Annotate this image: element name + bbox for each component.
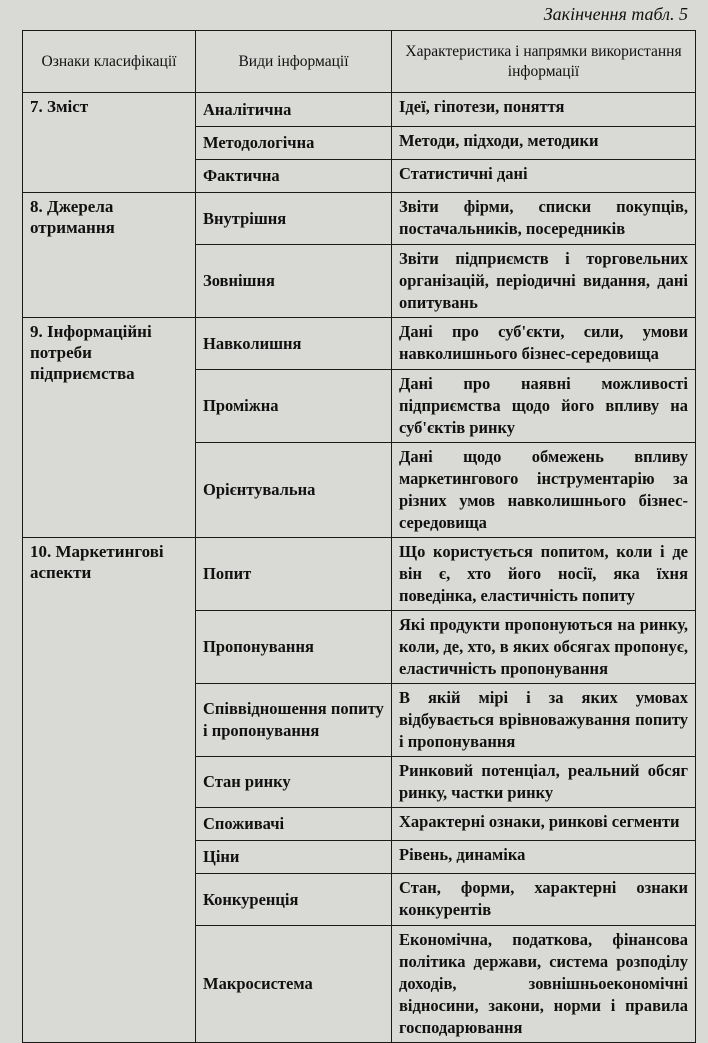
table-row [23, 538, 696, 611]
desc-cell: Характерні ознаки, ринкові сегменти [392, 808, 696, 841]
header-kinds: Види інформації [196, 31, 392, 93]
kind-cell: Навколишня [196, 318, 392, 370]
desc-cell: Дані щодо обмежень впливу маркетингового інструментарію за різних умов навколишнього бізнес-середовища [392, 443, 696, 538]
desc-cell: Які продукти пропонуються на ринку, коли, де, хто, в яких обсягах пропонує, еластичність пропонування [392, 611, 696, 684]
table-row [23, 193, 696, 245]
desc-cell: Дані про наявні можливості підприємства щодо його впливу на суб'єктів ринку [392, 370, 696, 443]
desc-cell: Ідеї, гіпотези, поняття [392, 93, 696, 127]
feature-cell: 7. Зміст [23, 93, 196, 193]
kind-cell: Співвідношення попиту і пропонування [196, 684, 392, 757]
kind-cell: Стан ринку [196, 757, 392, 808]
desc-cell: Рівень, динаміка [392, 841, 696, 874]
kind-cell: Зовнішня [196, 245, 392, 318]
desc-cell: В якій мірі і за яких умовах відбувається врівноважування попиту і пропонування [392, 684, 696, 757]
table-caption: Закінчення табл. 5 [543, 4, 688, 24]
kind-cell: Аналітична [196, 93, 392, 127]
desc-cell: Ринковий потенціал, реальний обсяг ринку, частки ринку [392, 757, 696, 808]
kind-cell: Проміжна [196, 370, 392, 443]
kind-cell: Споживачі [196, 808, 392, 841]
desc-cell: Статистичні дані [392, 160, 696, 193]
classification-table [22, 30, 696, 1043]
feature-cell: 8. Джерела отримання [23, 193, 196, 318]
kind-cell: Попит [196, 538, 392, 611]
header-description: Характеристика і напрямки використання інформації [392, 31, 696, 93]
desc-cell: Звіти підприємств і торговельних організацій, періодичні видання, дані опитувань [392, 245, 696, 318]
table-row [23, 318, 696, 370]
header-row [23, 31, 696, 93]
kind-cell: Методологічна [196, 127, 392, 160]
desc-cell: Стан, форми, характерні ознаки конкурентів [392, 874, 696, 926]
desc-cell: Що користується попитом, коли і де він є, хто його носії, яка їхня поведінка, еластичність попиту [392, 538, 696, 611]
kind-cell: Конкуренція [196, 874, 392, 926]
kind-cell: Внутрішня [196, 193, 392, 245]
kind-cell: Макросистема [196, 926, 392, 1043]
desc-cell: Дані про суб'єкти, сили, умови навколишнього бізнес-середовища [392, 318, 696, 370]
feature-cell: 10. Маркетингові аспекти [23, 538, 196, 1043]
kind-cell: Ціни [196, 841, 392, 874]
feature-cell: 9. Інформаційні потреби підприємства [23, 318, 196, 538]
kind-cell: Пропонування [196, 611, 392, 684]
table-row [23, 93, 696, 127]
desc-cell: Економічна, податкова, фінансова політика держави, система розподілу доходів, зовнішньоекономічні відносини, закони, норми і правила господарювання [392, 926, 696, 1043]
kind-cell: Фактична [196, 160, 392, 193]
header-features: Ознаки класифікації [23, 31, 196, 93]
desc-cell: Звіти фірми, списки покупців, постачальників, посередників [392, 193, 696, 245]
desc-cell: Методи, підходи, методики [392, 127, 696, 160]
kind-cell: Орієнтувальна [196, 443, 392, 538]
